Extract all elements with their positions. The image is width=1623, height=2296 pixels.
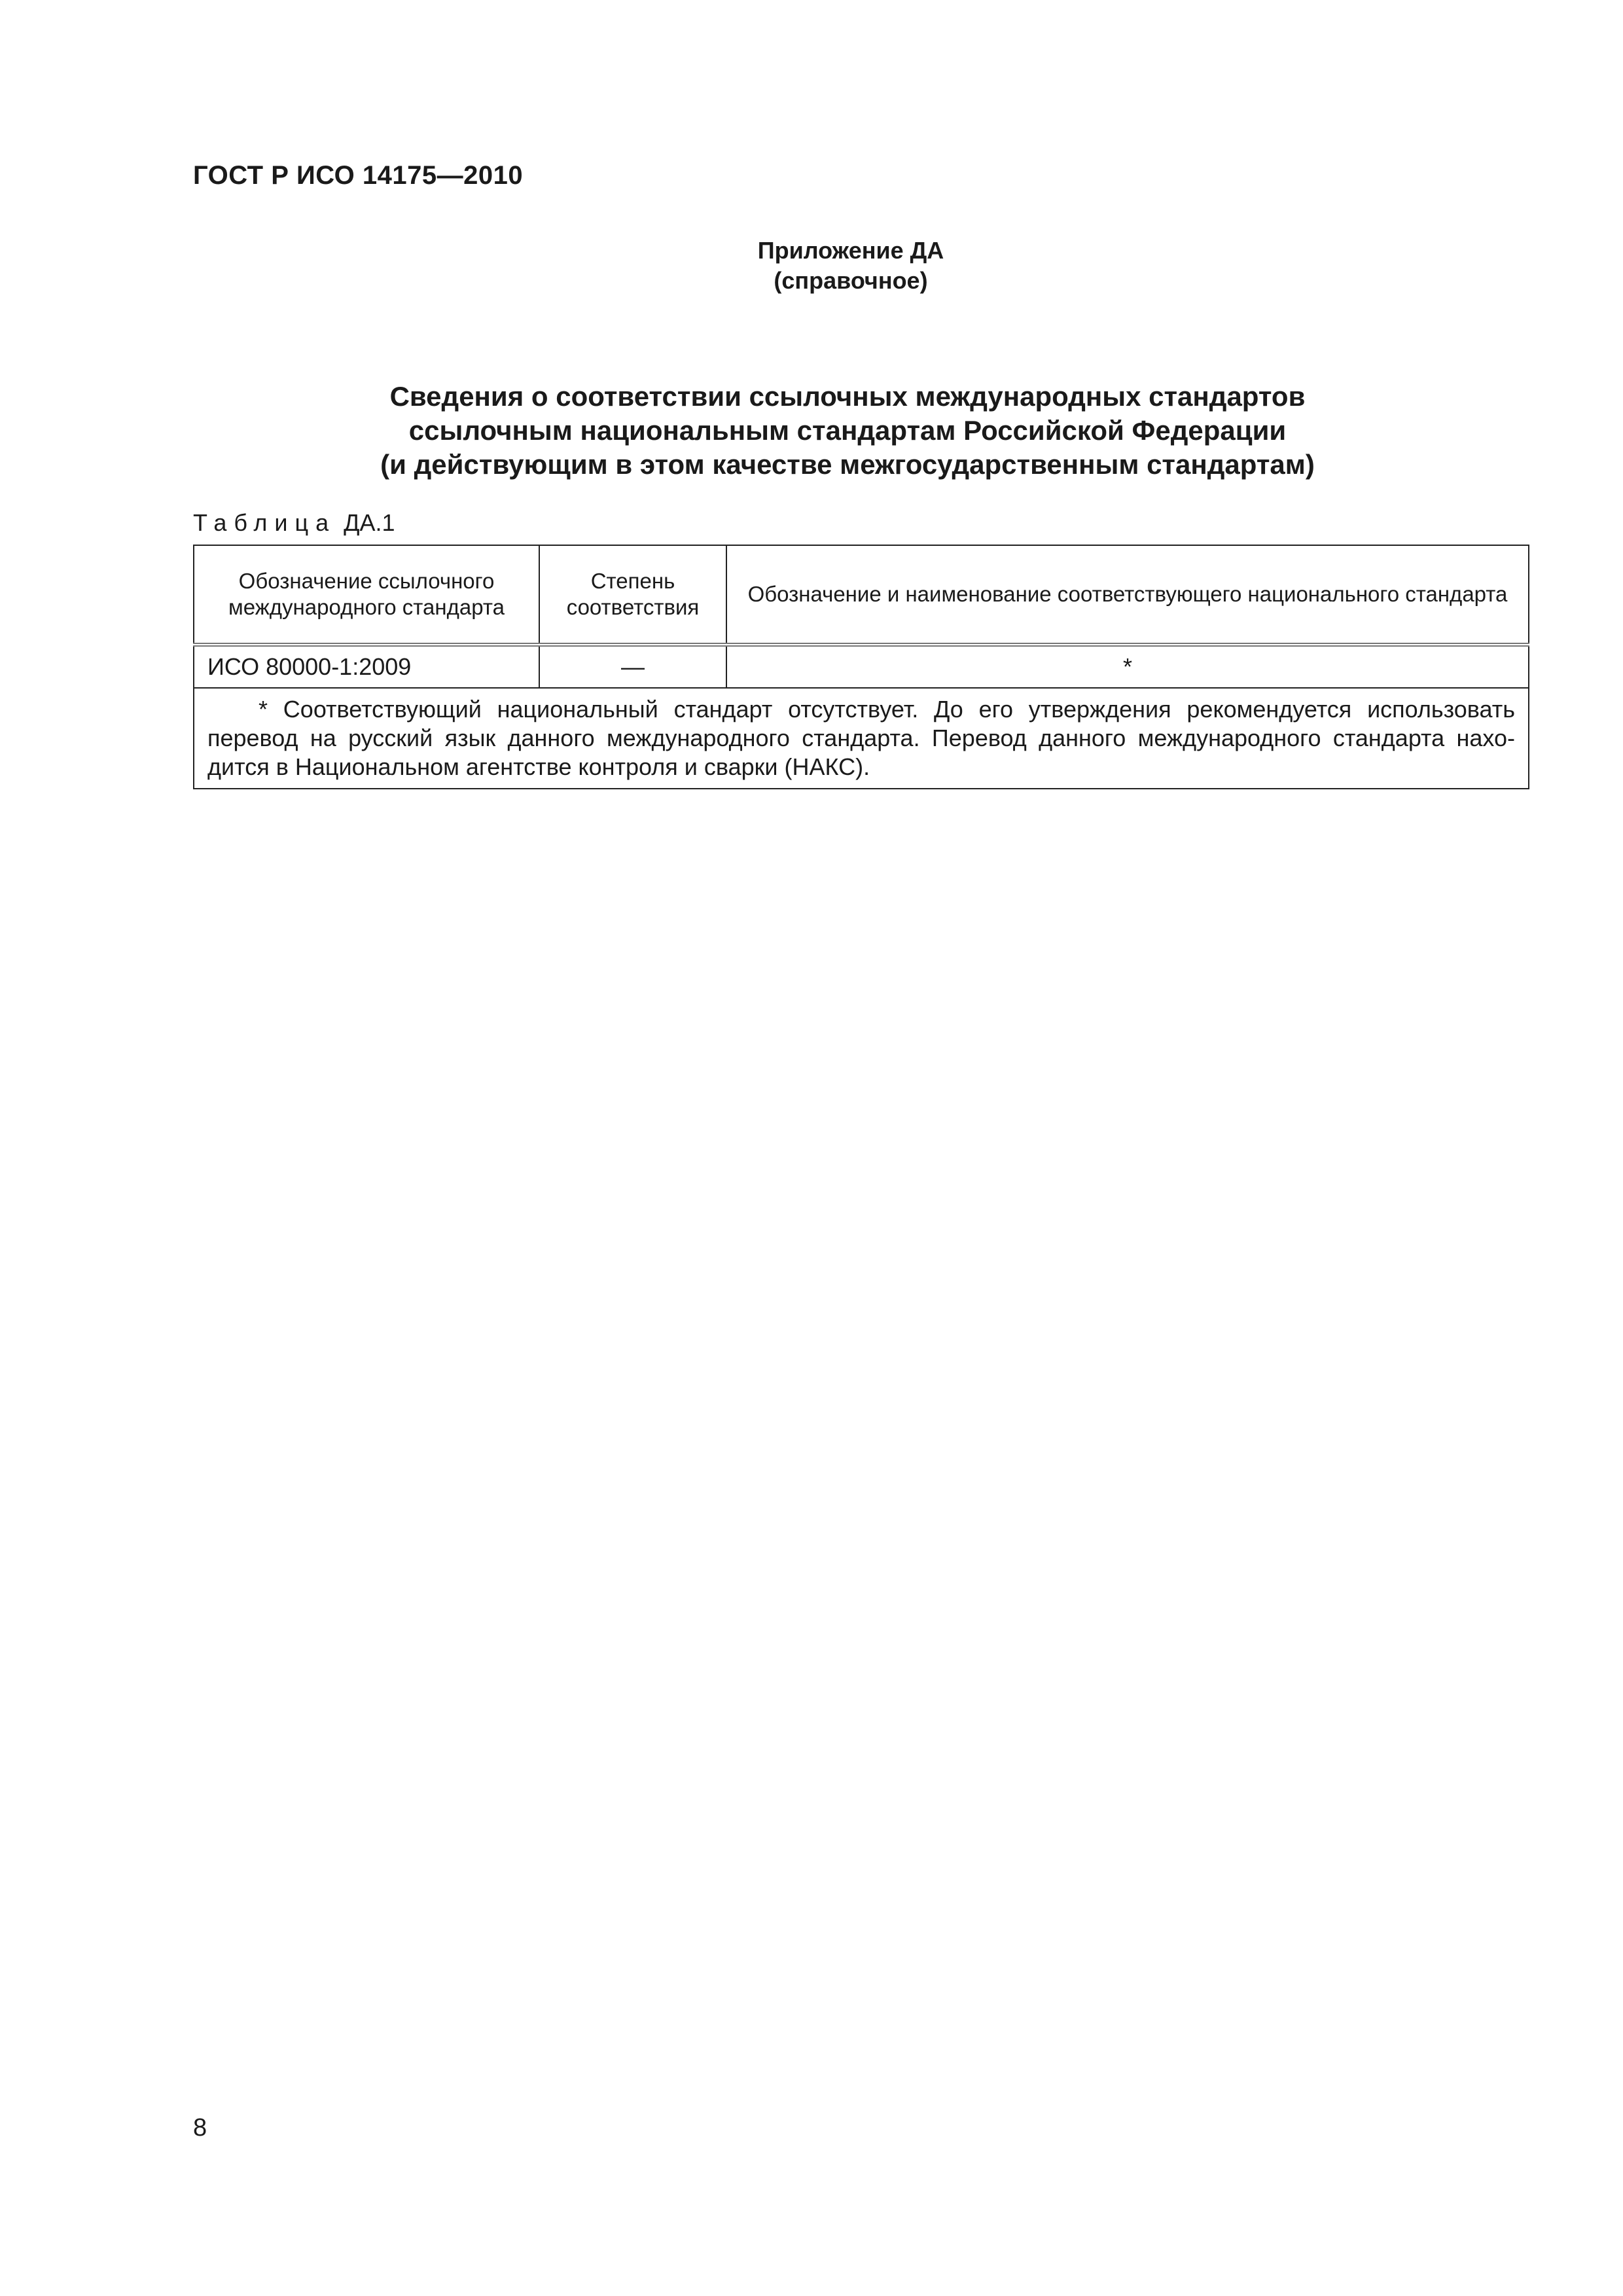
heading-line-1: Сведения о соответствии ссылочных международных стандартов	[389, 381, 1306, 412]
table-caption	[193, 509, 395, 537]
annex-block	[654, 236, 1047, 296]
table-footnote: * Соответствующий национальный стандарт отсутствует. До его утверждения рекомендуется использовать перевод на русский язык данного международного стандарта. Перевод данного международного стандарта нахо-дится в Национальном агентстве контроля и сварки (НАКС).	[194, 688, 1529, 789]
page-number: 8	[193, 2114, 207, 2142]
annex-status: (справочное)	[774, 267, 928, 294]
annex-heading	[193, 380, 1502, 482]
table-caption-number: ДА.1	[344, 509, 395, 536]
table-row	[194, 645, 1529, 688]
document-code: ГОСТ Р ИСО 14175—2010	[193, 161, 524, 190]
correspondence-table	[193, 545, 1529, 789]
annex-title: Приложение ДА	[757, 237, 944, 264]
table-footnote-row	[194, 688, 1529, 789]
heading-line-2: ссылочным национальным стандартам Российской Федерации	[408, 415, 1287, 446]
column-header-degree: Степень соответствия	[539, 545, 726, 645]
table-header-row	[194, 545, 1529, 645]
cell-national-standard: *	[726, 645, 1529, 688]
cell-degree: —	[539, 645, 726, 688]
column-header-intl-standard: Обозначение ссылочного международного стандарта	[194, 545, 539, 645]
column-header-national-standard: Обозначение и наименование соответствующего национального стандарта	[726, 545, 1529, 645]
heading-line-3: (и действующим в этом качестве межгосударственным стандартам)	[380, 449, 1315, 480]
cell-intl-standard: ИСО 80000-1:2009	[194, 645, 539, 688]
table-caption-word: Таблица	[193, 509, 336, 536]
